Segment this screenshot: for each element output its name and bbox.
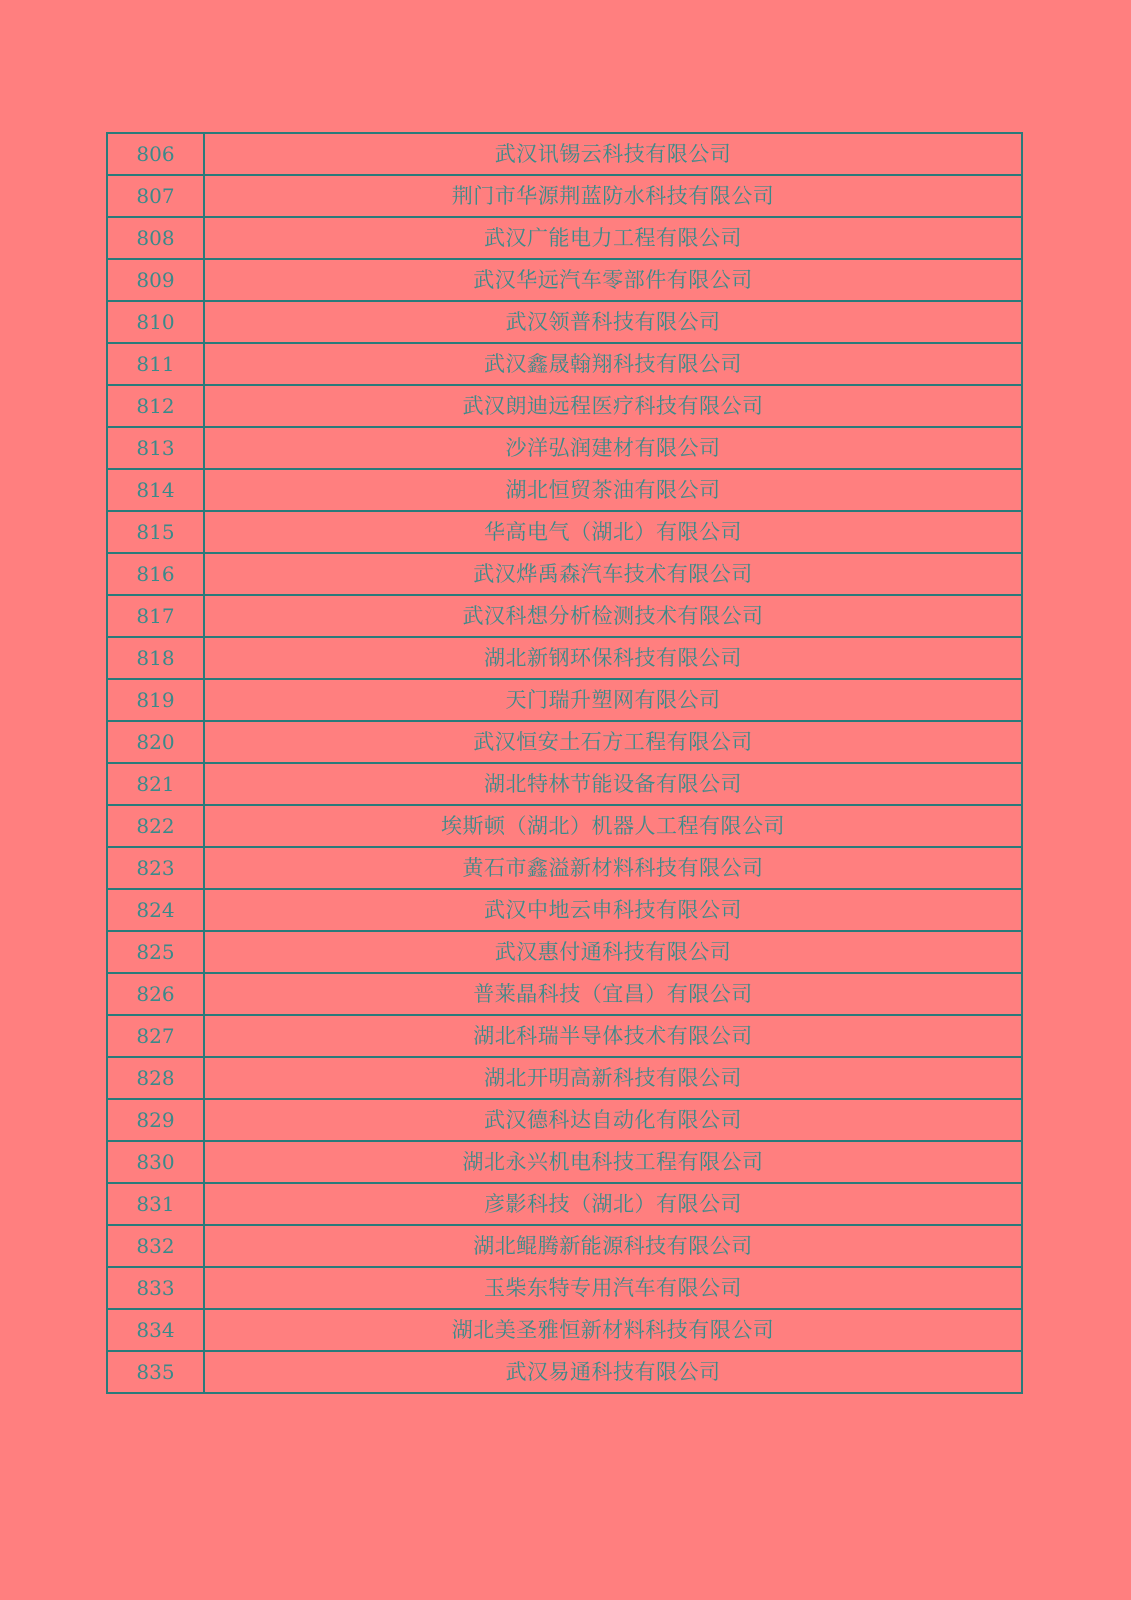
company-name: 武汉中地云申科技有限公司: [204, 889, 1022, 931]
table-row: [107, 217, 1022, 259]
row-number: 829: [107, 1099, 204, 1141]
row-number: 828: [107, 1057, 204, 1099]
company-name: 武汉恒安土石方工程有限公司: [204, 721, 1022, 763]
company-name: 黄石市鑫溢新材料科技有限公司: [204, 847, 1022, 889]
company-name: 湖北永兴机电科技工程有限公司: [204, 1141, 1022, 1183]
company-name: 武汉烨禹森汽车技术有限公司: [204, 553, 1022, 595]
table-row: [107, 847, 1022, 889]
row-number: 810: [107, 301, 204, 343]
row-number: 809: [107, 259, 204, 301]
table-row: [107, 133, 1022, 175]
company-name: 武汉广能电力工程有限公司: [204, 217, 1022, 259]
company-table: [106, 132, 1023, 1394]
row-number: 821: [107, 763, 204, 805]
company-name: 普莱晶科技（宜昌）有限公司: [204, 973, 1022, 1015]
table-row: [107, 637, 1022, 679]
table-row: [107, 1225, 1022, 1267]
company-name: 湖北科瑞半导体技术有限公司: [204, 1015, 1022, 1057]
company-table-body: [107, 133, 1022, 1393]
company-name: 湖北开明高新科技有限公司: [204, 1057, 1022, 1099]
company-name: 武汉领普科技有限公司: [204, 301, 1022, 343]
company-name: 沙洋弘润建材有限公司: [204, 427, 1022, 469]
company-name: 武汉科想分析检测技术有限公司: [204, 595, 1022, 637]
company-name: 彦影科技（湖北）有限公司: [204, 1183, 1022, 1225]
row-number: 816: [107, 553, 204, 595]
table-row: [107, 889, 1022, 931]
table-row: [107, 805, 1022, 847]
company-name: 天门瑞升塑网有限公司: [204, 679, 1022, 721]
table-row: [107, 1309, 1022, 1351]
row-number: 813: [107, 427, 204, 469]
row-number: 833: [107, 1267, 204, 1309]
table-row: [107, 721, 1022, 763]
row-number: 831: [107, 1183, 204, 1225]
table-row: [107, 1057, 1022, 1099]
row-number: 824: [107, 889, 204, 931]
table-row: [107, 973, 1022, 1015]
table-row: [107, 301, 1022, 343]
company-list-page: [106, 132, 1023, 1394]
company-name: 湖北新钢环保科技有限公司: [204, 637, 1022, 679]
company-name: 湖北鲲腾新能源科技有限公司: [204, 1225, 1022, 1267]
row-number: 835: [107, 1351, 204, 1393]
table-row: [107, 931, 1022, 973]
company-name: 武汉朗迪远程医疗科技有限公司: [204, 385, 1022, 427]
table-row: [107, 469, 1022, 511]
table-row: [107, 259, 1022, 301]
row-number: 808: [107, 217, 204, 259]
company-name: 武汉讯锡云科技有限公司: [204, 133, 1022, 175]
company-name: 武汉华远汽车零部件有限公司: [204, 259, 1022, 301]
company-name: 武汉易通科技有限公司: [204, 1351, 1022, 1393]
row-number: 822: [107, 805, 204, 847]
row-number: 823: [107, 847, 204, 889]
row-number: 830: [107, 1141, 204, 1183]
company-name: 湖北恒贸茶油有限公司: [204, 469, 1022, 511]
table-row: [107, 175, 1022, 217]
row-number: 819: [107, 679, 204, 721]
company-name: 埃斯顿（湖北）机器人工程有限公司: [204, 805, 1022, 847]
row-number: 815: [107, 511, 204, 553]
table-row: [107, 427, 1022, 469]
company-name: 湖北特林节能设备有限公司: [204, 763, 1022, 805]
row-number: 834: [107, 1309, 204, 1351]
table-row: [107, 343, 1022, 385]
company-name: 武汉鑫晟翰翔科技有限公司: [204, 343, 1022, 385]
row-number: 814: [107, 469, 204, 511]
company-name: 湖北美圣雅恒新材料科技有限公司: [204, 1309, 1022, 1351]
table-row: [107, 1267, 1022, 1309]
row-number: 806: [107, 133, 204, 175]
row-number: 832: [107, 1225, 204, 1267]
table-row: [107, 1351, 1022, 1393]
table-row: [107, 385, 1022, 427]
row-number: 827: [107, 1015, 204, 1057]
table-row: [107, 1099, 1022, 1141]
row-number: 812: [107, 385, 204, 427]
row-number: 817: [107, 595, 204, 637]
table-row: [107, 679, 1022, 721]
row-number: 818: [107, 637, 204, 679]
row-number: 826: [107, 973, 204, 1015]
row-number: 825: [107, 931, 204, 973]
table-row: [107, 763, 1022, 805]
table-row: [107, 595, 1022, 637]
company-name: 华高电气（湖北）有限公司: [204, 511, 1022, 553]
row-number: 807: [107, 175, 204, 217]
row-number: 811: [107, 343, 204, 385]
company-name: 武汉惠付通科技有限公司: [204, 931, 1022, 973]
table-row: [107, 553, 1022, 595]
row-number: 820: [107, 721, 204, 763]
table-row: [107, 1015, 1022, 1057]
company-name: 玉柴东特专用汽车有限公司: [204, 1267, 1022, 1309]
company-name: 荆门市华源荆蓝防水科技有限公司: [204, 175, 1022, 217]
table-row: [107, 1183, 1022, 1225]
table-row: [107, 511, 1022, 553]
table-row: [107, 1141, 1022, 1183]
company-name: 武汉德科达自动化有限公司: [204, 1099, 1022, 1141]
